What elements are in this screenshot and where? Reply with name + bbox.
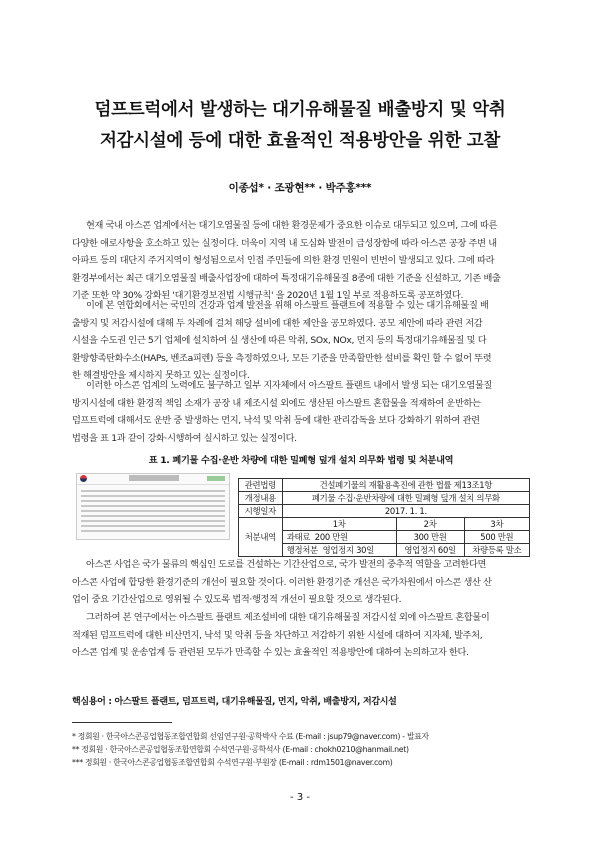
logo-icon: [207, 476, 225, 481]
regulation-table: [238, 478, 530, 557]
paragraph-2: [72, 297, 530, 385]
table-caption: 표 1. 폐기물 수집·운반 차량에 대한 밀폐형 덮개 설치 의무화 법령 및 처분내역: [148, 455, 454, 466]
text-line: 이에 본 연합회에서는 국민의 건강과 업계 발전을 위해 아스팔트 플랜트에 적용할 수 있는 대기유해물질 배: [86, 300, 489, 311]
text-line: 방지시설에 대한 환경적 책임 소재가 공장 내 제조시설 외에도 생산된 아스팔트 혼합물을 적재하여 운반하는: [72, 397, 481, 409]
government-emblem-icon: [80, 475, 87, 482]
text-line: 업이 중요 기간산업으로 영위될 수 있도록 법적·행정적 개선이 필요할 것으로 생각된다.: [72, 594, 402, 606]
footnote-3: *** 정회원 · 한국아스콘공업협동조합연합회 수석연구원·부원장 (E-mail : rdm1501@naver.com): [72, 758, 393, 767]
text-line: 덤프트럭에 대해서도 운반 중 발생하는 먼지, 낙석 및 악취 등에 대한 관리감독을 보다 강화하기 위하여 관련: [72, 415, 480, 427]
fine-2: 300 만원: [396, 531, 464, 544]
text-line: 시설을 수도권 인근 5기 업체에 설치하여 실 생산에 따른 악취, SOx, NOx, 먼지 등의 특정대기유해물질 및 다: [72, 335, 487, 347]
fine-label: 과태료: [286, 532, 311, 542]
official-document-thumbnail: [76, 473, 230, 540]
law-value: 건설폐기물의 재활용촉진에 관한 법률 제13조1항: [282, 479, 529, 492]
admin-1-value: 영업정지 30일: [322, 545, 374, 555]
text-line: 기준 또한 약 30% 강화된 '대기환경보전법 시행규칙' 을 2020년 1월 1일 부로 적용하도록 공포하였다.: [72, 290, 464, 302]
date-value: 2017. 1. 1.: [282, 505, 529, 518]
text-line: 출방지 및 저감시설에 대해 두 차례에 걸쳐 해당 설비에 대한 제안을 공모하였다. 공모 제안에 따라 관련 저감: [72, 317, 483, 329]
text-line: 다양한 애로사항을 호소하고 있는 실정이다. 더욱이 지역 내 도심화 발전이 급성장함에 따라 아스콘 공장 주변 내: [72, 237, 497, 249]
penalty-label: 처분내역: [239, 518, 283, 557]
rule-value: 폐기물 수집·운반차량에 대한 밀폐형 덮개 설치 의무화: [282, 492, 529, 505]
footnote-1: * 정회원 · 한국아스콘공업협동조합연합회 선임연구원·공학박사 수료 (E-mail : jsup79@naver.com) - 발표자: [72, 732, 429, 741]
text-line: 적재된 덤프트럭에 대한 비산먼지, 낙석 및 악취 등을 차단하고 저감하기 위한 시설에 대하여 지자체, 발주처,: [72, 629, 483, 641]
round-3: 3차: [464, 518, 529, 531]
law-label: 관련법령: [239, 479, 283, 492]
admin-2: 영업정지 60일: [396, 544, 464, 557]
text-line: 현재 국내 아스콘 업계에서는 대기오염물질 등에 대한 환경문제가 중요한 이슈로 대두되고 있으며, 그에 따른: [86, 220, 498, 231]
admin-1: [282, 544, 396, 557]
text-line: 아스콘 사업에 합당한 환경기준의 개선이 필요할 것이다. 이러한 환경기준 개선은 국가차원에서 아스콘 생산 산: [72, 576, 492, 588]
text-line: 아스콘 업계 및 운송업계 등 관련된 모두가 만족할 수 있는 효율적인 적용방안에 대하여 논의하고자 한다.: [72, 647, 469, 659]
text-line: 환방향족탄화수소(HAPs, 벤조a피렌) 등을 측정하였으나, 모든 기준을 만족할만한 설비를 확인 할 수 없어 뚜렷: [72, 352, 492, 364]
text-line: 아스콘 사업은 국가 물류의 핵심인 도로를 건설하는 기간산업으로, 국가 발전의 중추적 역할을 고려한다면: [86, 559, 486, 570]
title-line-2: 저감시설에 등에 대한 효율적인 적용방안을 위한 고찰: [99, 131, 501, 151]
text-line: 아파트 등의 대단지 주거지역이 형성됨으로서 인접 주민들에 의한 환경 민원이 빈번이 발생되고 있다. 그에 따라: [72, 255, 495, 267]
keywords: 핵심용어 : 아스팔트 플랜트, 덤프트럭, 대기유해물질, 먼지, 악취, 배출방지, 저감시설: [72, 697, 397, 707]
text-line: 그러하여 본 연구에서는 아스팔트 플랜트 제조설비에 대한 대기유해물질 저감시설 외에 아스팔트 혼합물이: [86, 612, 490, 623]
paragraph-4: [72, 556, 530, 609]
admin-3: 차량등록 말소: [464, 544, 529, 557]
fine-3: 500 만원: [464, 531, 529, 544]
text-line: 이러한 아스콘 업계의 노력에도 불구하고 일부 지자체에서 아스팔트 플랜트 내에서 발생 되는 대기오염물질: [86, 380, 492, 391]
footnote-divider: [72, 722, 172, 723]
date-label: 시행일자: [239, 505, 283, 518]
text-line: 환경부에서는 최근 대기오염물질 배출사업장에 대하여 특정대기유해물질 8종에 대한 기준을 신설하고, 기존 배출: [72, 272, 501, 284]
title-line-1: 덤프트럭에서 발생하는 대기유해물질 배출방지 및 악취: [94, 100, 506, 120]
round-2: 2차: [396, 518, 464, 531]
round-1: 1차: [282, 518, 396, 531]
page-number: - 3 -: [290, 792, 310, 803]
footnote-2: ** 정회원 · 한국아스콘공업협동조합연합회 수석연구원·공학석사 (E-mail : chokh0210@hanmail.net): [72, 745, 409, 754]
paragraph-3: [72, 377, 530, 447]
paragraph-5: [72, 609, 530, 662]
admin-label: 행정처분: [286, 545, 318, 555]
text-line: 법령을 표 1과 같이 강화·시행하여 실시하고 있는 실정이다.: [72, 432, 297, 444]
authors: 이종섭* · 조광현** · 박주홍***: [228, 182, 372, 194]
text-line: 한 해결방안을 제시하지 못하고 있는 실정이다.: [72, 370, 250, 382]
fine-1: [282, 531, 396, 544]
rule-label: 개정내용: [239, 492, 283, 505]
paragraph-1: [72, 217, 530, 305]
fine-1-value: 200 만원: [314, 532, 348, 542]
